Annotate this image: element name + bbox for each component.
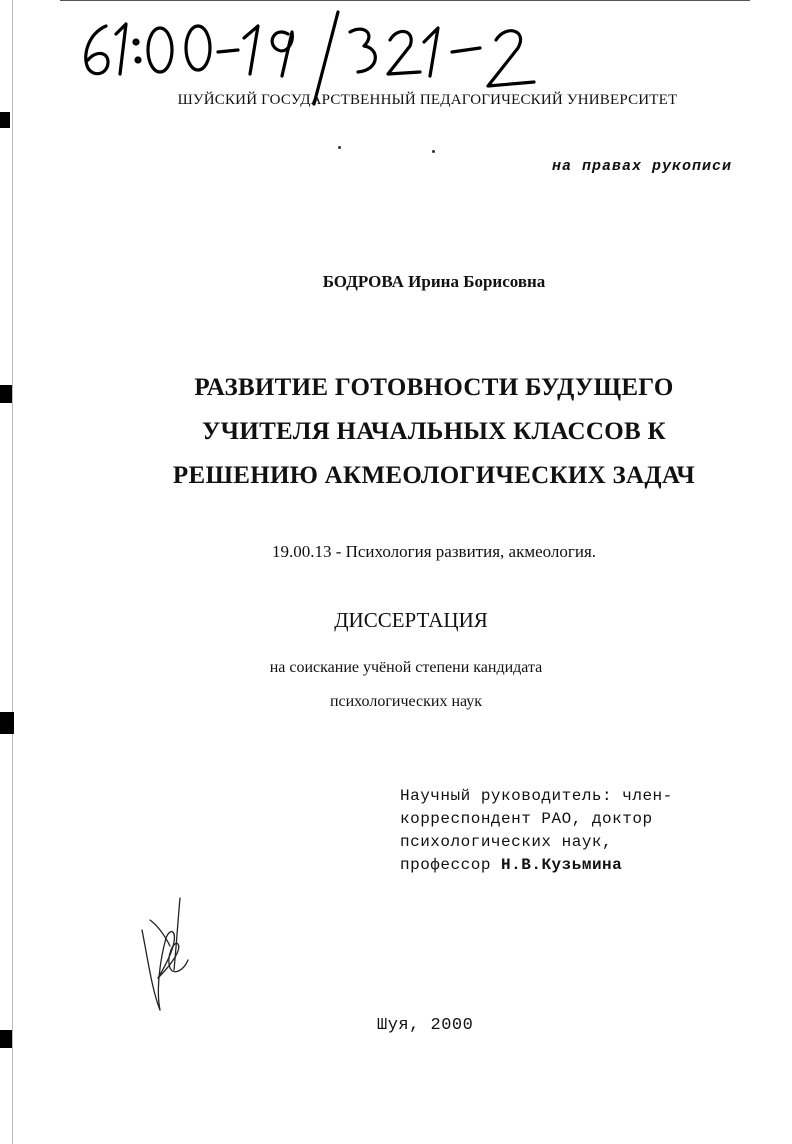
dissertation-heading: ДИССЕРТАЦИЯ bbox=[334, 608, 488, 632]
supervisor-name: Н.В.Кузьмина bbox=[501, 856, 623, 874]
manuscript-note: на правах рукописи bbox=[551, 158, 732, 175]
supervisor-line bbox=[400, 854, 760, 877]
scan-speck bbox=[338, 146, 341, 149]
supervisor-line: корреспондент РАО, доктор bbox=[400, 810, 653, 828]
dissertation-title bbox=[0, 366, 792, 498]
supervisor-line: Научный руководитель: член- bbox=[400, 787, 673, 805]
title-line: РАЗВИТИЕ ГОТОВНОСТИ БУДУЩЕГО bbox=[194, 374, 674, 401]
handwritten-signature bbox=[130, 890, 210, 1020]
scan-edge-mark bbox=[0, 1030, 12, 1048]
supervisor-line: психологических наук, bbox=[400, 833, 613, 851]
specialty-code: 19.00.13 - Психология развития, акмеология. bbox=[271, 542, 597, 561]
title-line: УЧИТЕЛЯ НАЧАЛЬНЫХ КЛАССОВ К bbox=[202, 418, 666, 445]
university-name: ШУЙСКИЙ ГОСУДАРСТВЕННЫЙ ПЕДАГОГИЧЕСКИЙ УНИВЕРСИТЕТ bbox=[177, 92, 678, 108]
city-and-year: Шуя, 2000 bbox=[377, 1016, 474, 1035]
top-binding-line bbox=[60, 0, 750, 1]
scan-left-edge bbox=[12, 0, 13, 1144]
supervisor-title: профессор bbox=[400, 856, 491, 874]
supervisor-block bbox=[400, 785, 760, 877]
scan-speck bbox=[432, 150, 435, 153]
degree-statement bbox=[0, 651, 792, 719]
title-line: РЕШЕНИЮ АКМЕОЛОГИЧЕСКИХ ЗАДАЧ bbox=[172, 462, 696, 489]
author-name: БОДРОВА Ирина Борисовна bbox=[322, 272, 546, 291]
scan-edge-mark bbox=[0, 112, 10, 128]
degree-line: психологических наук bbox=[329, 693, 483, 710]
degree-line: на соискание учёной степени кандидата bbox=[269, 659, 543, 676]
